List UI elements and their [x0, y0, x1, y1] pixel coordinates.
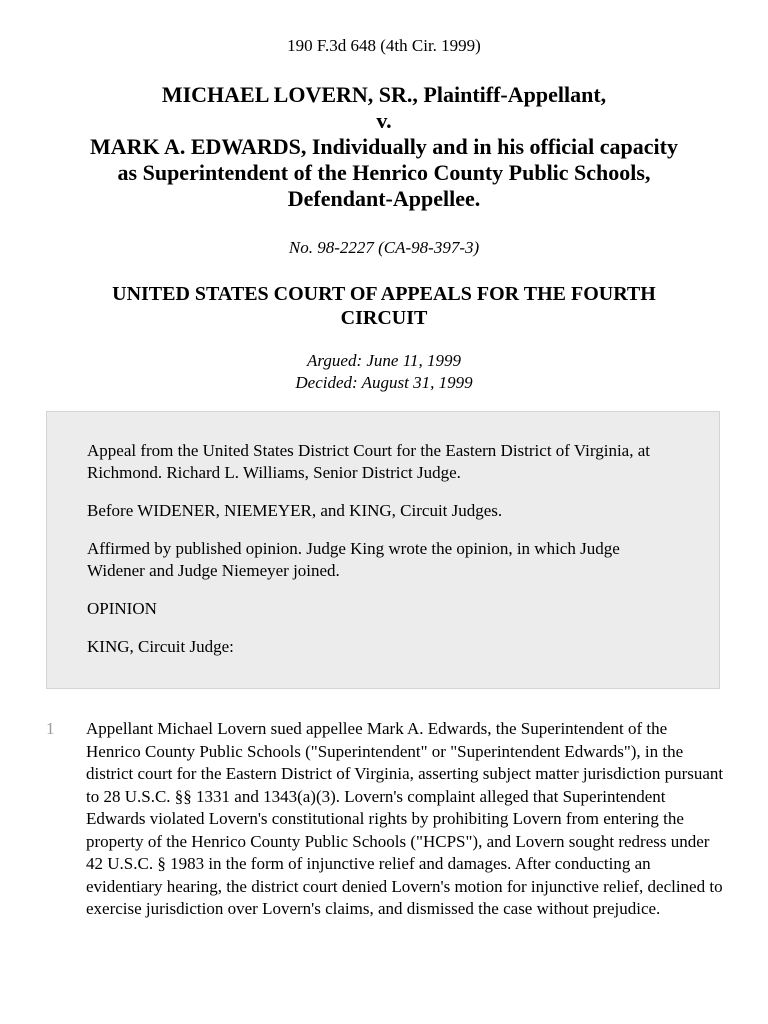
case-summary-box — [46, 411, 720, 689]
defendant-name-line1: MARK A. EDWARDS, Individually and in his official capacity — [90, 134, 678, 159]
defendant-name-line2: as Superintendent of the Henrico County Public Schools, — [117, 160, 651, 185]
disposition-statement: Affirmed by published opinion. Judge King wrote the opinion, in which Judge Widener and Judge Niemeyer joined. — [87, 539, 620, 580]
case-citation: 190 F.3d 648 (4th Cir. 1999) — [287, 36, 481, 55]
panel-statement: Before WIDENER, NIEMEYER, and KING, Circuit Judges. — [87, 501, 503, 520]
defendant-name-line3: Defendant-Appellee. — [287, 186, 481, 211]
opinion-paragraph: Appellant Michael Lovern sued appellee Mark A. Edwards, the Superintendent of the Henrico County Public Schools ("Superintendent" or "Superintendent Edwards"), in the district court for the Eastern District of Virginia, asserting subject matter jurisdiction pursuant to 28 U.S.C. §§ 1331 and 1343(a)(3). Lovern's complaint alleged that Superintendent Edwards violated Lovern's constitutional rights by prohibiting Lovern from entering the property of the Henrico County Public Schools ("HCPS"), and Lovern sought redress under 42 U.S.C. § 1983 in the form of injunctive relief and damages. After conducting an evidentiary hearing, the district court denied Lovern's motion for injunctive relief, declined to exercise jurisdiction over Lovern's claims, and dismissed the case without prejudice. — [86, 719, 724, 918]
decided-date: Decided: August 31, 1999 — [295, 373, 473, 392]
opinion-author: KING, Circuit Judge: — [87, 637, 234, 656]
case-dates — [0, 350, 768, 394]
court-name-line1: UNITED STATES COURT OF APPEALS FOR THE FOURTH — [112, 283, 656, 305]
argued-date: Argued: June 11, 1999 — [307, 351, 461, 370]
versus-label: v. — [376, 108, 392, 133]
court-name — [40, 282, 728, 330]
plaintiff-name: MICHAEL LOVERN, SR., Plaintiff-Appellant, — [161, 82, 607, 107]
opinion-heading: OPINION — [87, 599, 157, 618]
court-name-line2: CIRCUIT — [340, 307, 428, 329]
case-caption — [40, 82, 728, 212]
appeal-statement: Appeal from the United States District Court for the Eastern District of Virginia, at Richmond. Richard L. Williams, Senior District Judge. — [87, 441, 651, 482]
paragraph-number: 1 — [46, 719, 55, 738]
docket-number: No. 98-2227 (CA-98-397-3) — [288, 238, 480, 257]
